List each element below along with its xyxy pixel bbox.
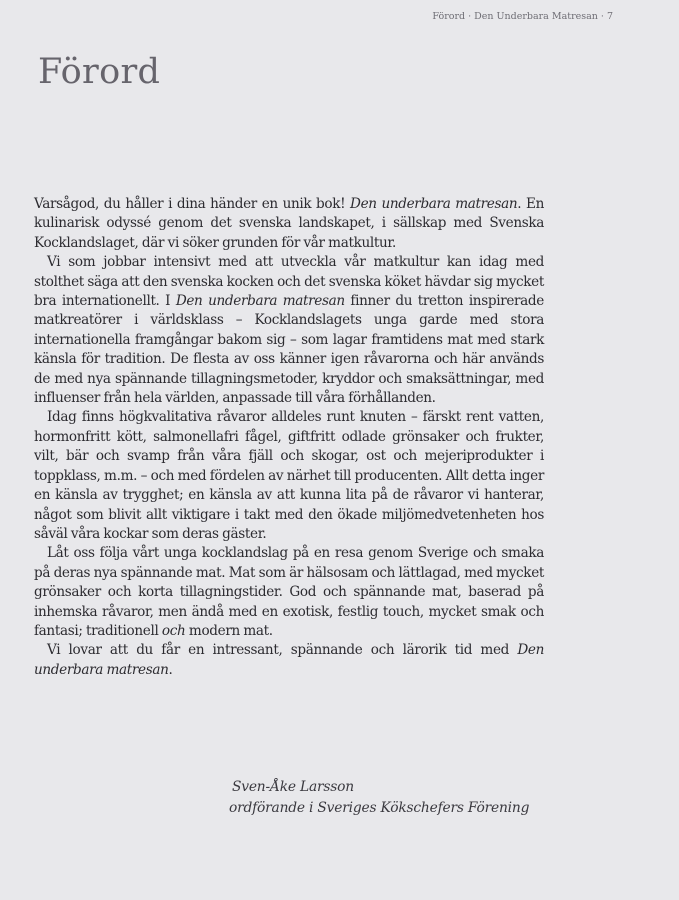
book-title-italic: Den underbara matresan	[350, 196, 518, 212]
signature-role: ordförande i Sveriges Kökschefers Förening	[229, 800, 530, 816]
text-run: finner du tretton inspirerade matkreatörer i världsklass – Kocklandslagets unga garde med stora internationella framgångar bakom sig – som lagar framtidens mat med stark känsla för tradition. De flesta av oss känner igen råvarorna och här används de med nya spännande tillagningsmetoder, kryddor och smaksättningar, med influenser från hela världen, anpassade till våra förhållanden.	[34, 293, 544, 407]
paragraph	[34, 544, 544, 641]
paragraph	[34, 253, 544, 408]
text-run: Varsågod, du håller i dina händer en unik bok!	[34, 196, 351, 212]
book-title-italic: Den underbara matresan	[175, 293, 345, 310]
body-text	[34, 195, 544, 680]
running-head: Förord · Den Underbara Matresan · 7	[432, 11, 613, 22]
paragraph	[34, 408, 544, 544]
signature-name: Sven-Åke Larsson	[232, 779, 354, 795]
signature-block	[229, 777, 530, 819]
chapter-title: Förord	[38, 52, 161, 92]
text-run: Vi lovar att du får en intressant, spännande och lärorik tid med	[47, 642, 518, 659]
paragraph	[34, 195, 544, 253]
text-run: Vi som jobbar intensivt med att utveckla vår matkultur kan idag med stolthet säga att den svenska kocken och det svenska köket hävdar sig mycket bra internationellt. I	[34, 254, 544, 310]
paragraph	[34, 641, 544, 680]
text-run: modern mat.	[185, 622, 273, 639]
text-run: . En kulinarisk odyssé genom det svenska landskapet, i sällskap med Svenska Kocklandslaget, där vi söker grunden för vår matkultur.	[34, 196, 545, 251]
text-run: .	[168, 661, 173, 678]
text-run: Låt oss följa vårt unga kocklandslag på en resa genom Sverige och smaka på deras nya spännande mat. Mat som är hälsosam och lättlagad, med mycket grönsaker och korta tillagningstider. God och spännande mat, baserad på inhemska råvaror, men ändå med en exotisk, festlig touch, mycket smak och fantasi; traditionell	[34, 545, 544, 639]
emphasis-italic: och	[161, 622, 186, 639]
book-title-italic: Den underbara matresan	[34, 642, 544, 678]
text-run: Idag finns högkvalitativa råvaror alldeles runt knuten – färskt rent vatten, hormonfritt kött, salmonellafri fågel, giftfritt odlade grönsaker och frukter, vilt, bär och svamp från våra fjäll och skogar, ost och mejeriprodukter i toppklass, m.m. – och med fördelen av närhet till producenten. Allt detta inger en känsla av trygghet; en känsla av att kunna lita på de råvaror vi hanterar, något som blivit allt viktigare i takt med den ökade miljömedvetenheten hos såväl våra kockar som deras gäster.	[34, 409, 544, 542]
